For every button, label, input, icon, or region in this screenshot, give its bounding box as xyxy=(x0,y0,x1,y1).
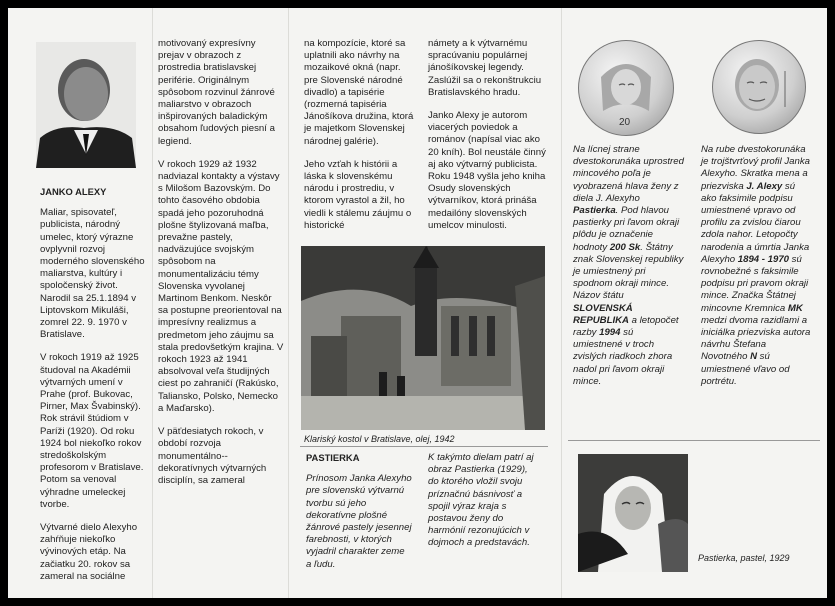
paragraph: Jeho vzťah k histórii a láska k slovenskému národu i prostrediu, v ktorom vyrastol a žil, ho viedli k stálemu záujmu o historické xyxy=(304,158,412,231)
paragraph: V päťdesiatych rokoch, v období rozvoja monumentálno--dekoratívnych výtvarných disciplín, sa zameral xyxy=(158,426,267,486)
section-title: PASTIERKA xyxy=(306,452,360,463)
church-painting xyxy=(301,246,545,430)
portrait-photo xyxy=(36,42,136,168)
paragraph: Prínosom Janka Alexyho pre slovenskú výtvarnú tvorbu sú jeho dekoratívne plošné žánrové pastely jesennej farebnosti, v ktorých vyjadril charakter zeme a ľudu. xyxy=(306,473,412,570)
coin-value: 20 xyxy=(619,117,631,128)
biography-column-4 xyxy=(428,38,548,243)
pastel-image xyxy=(578,454,688,572)
paragraph: V rokoch 1919 až 1925 študoval na Akadémii výtvarných umení v Prahe (prof. Bukovac, Pirner, Max Švabinský). Rok strávil štúdiom v Paríži (1920). Od roku 1924 bol niekoľko rokov stredoškolským profesorom v Bratislave. Potom sa venoval výhradne umeleckej tvorbe. xyxy=(40,352,144,510)
paragraph: K takýmto dielam patrí aj obraz Pastierka (1929), do ktorého vložil svoju príznačnú básnivosť a spojil výraz kraja s postavou ženy do harmónií rezonujúcich v dojmoch a predstavách. xyxy=(428,452,534,549)
painting-caption: Klariský kostol v Bratislave, olej, 1942 xyxy=(304,434,455,444)
reverse-description: Na rube dvestokorunáka je trojštvrťový profil Janka Alexyho. Skratka mena a priezviska J. Alexy sú ako faksimile podpisu umiestnené vpravo od profilu za zvislou čiarou zdola nahor. Letopočty narodenia a úmrtia Janka Alexyho 1894 - 1970 sú rovnobežné s faksimile podpisu pri pravom okraji mince. Značka Štátnej mincovne Kremnica MK medzi dvoma razidlami a iniciálka priezviska autora návrhu Štefana Novotného N sú umiestnené vľavo od portrétu. xyxy=(701,144,811,387)
paragraph: V rokoch 1929 až 1932 nadviazal kontakty a výstavy s Milošom Bazovským. Do tohto časového obdobia spadá jeho pozoruhodná plošne štylizovaná maľba, prevažne pastely, nadväzujúce svojským spôsobom na monumentalizáciu témy Slovenska vyvolanej Martinom Benkom. Neskôr sa postupne preorientoval na impresívny realizmus a predmetom jeho záujmu sa stala predovšetkým krajina. V rokoch 1923 až 1941 absolvoval veľa študijných ciest po zahraničí (Rakúsko, Taliansko, Polsko, Nemecko a Maďarsko). xyxy=(158,158,284,414)
coin-reverse xyxy=(712,40,806,134)
fold-line xyxy=(561,8,562,598)
leaflet-page xyxy=(8,8,827,598)
fold-line xyxy=(288,8,289,598)
divider xyxy=(568,440,820,441)
paragraph: Maliar, spisovateľ, publicista, národný umelec, ktorý výrazne ovplyvnil rozvoj moderného slovenského maliarstva, kultúry i spoločenský život. Narodil sa 25.1.1894 v Liptovskom Mikuláši, zomrel 22. 9. 1970 v Bratislave. xyxy=(40,207,145,341)
obverse-description: Na lícnej strane dvestokorunáka uprostred mincového poľa je vyobrazená hlava ženy z diela J. Alexyho Pastierka. Pod hlavou pastierky pri ľavom okraji plôdu je označenie hodnoty 200 Sk. Štátny znak Slovenskej republiky je umiestnený pri spodnom okraji mince. Názov štátu SLOVENSKÁ REPUBLIKA a letopočet razby 1994 sú umiestnené v troch zvislých riadkoch zhora nadol pri ľavom okraji mince. xyxy=(573,144,684,387)
divider xyxy=(300,446,548,447)
section-title: JANKO ALEXY xyxy=(40,186,107,197)
paragraph: námety a k výtvarnému spracúvaniu populárnej jánošíkovskej legendy. Zaslúžil sa o rekonštrukciu Bratislavského hradu. xyxy=(428,38,542,98)
paragraph: na kompozície, ktoré sa uplatnili ako návrhy na mozaikové okná (napr. pre Slovenské národné divadlo) a tapisérie (rozmerná tapiséria Jánošíkova družina, ktorá je majetkom Slovenskej národnej galérie). xyxy=(304,38,414,147)
pastel-caption: Pastierka, pastel, 1929 xyxy=(698,553,790,563)
fold-line xyxy=(152,8,153,598)
paragraph: Janko Alexy je autorom viacerých poviedok a románov (napísal viac ako 20 kníh). Bol neustále činný aj ako výtvarný publicista. Roku 1948 vyšla jeho kniha Osudy slovenských výtvarníkov, ktorá prináša medailóny slovenských umelcov minulosti. xyxy=(428,110,546,231)
pastierka-column-2 xyxy=(428,452,536,561)
biography-column-1 xyxy=(40,186,146,594)
biography-column-2 xyxy=(158,38,284,498)
coin-obverse xyxy=(578,40,674,136)
biography-column-3 xyxy=(304,38,416,243)
paragraph: motivovaný expresívny prejav v obrazoch z prostredia bratislavskej periférie. Originálnym spôsobom rozvinul žánrové maliarstvo v obrazoch inšpirovaných baladickým obsahom ľudových piesní a legiend. xyxy=(158,38,275,147)
pastierka-column-1 xyxy=(306,452,412,582)
paragraph: Výtvarné dielo Alexyho zahŕňuje niekoľko vývinových etáp. Na začiatku 20. rokov sa zameral na sociálne xyxy=(40,522,138,582)
